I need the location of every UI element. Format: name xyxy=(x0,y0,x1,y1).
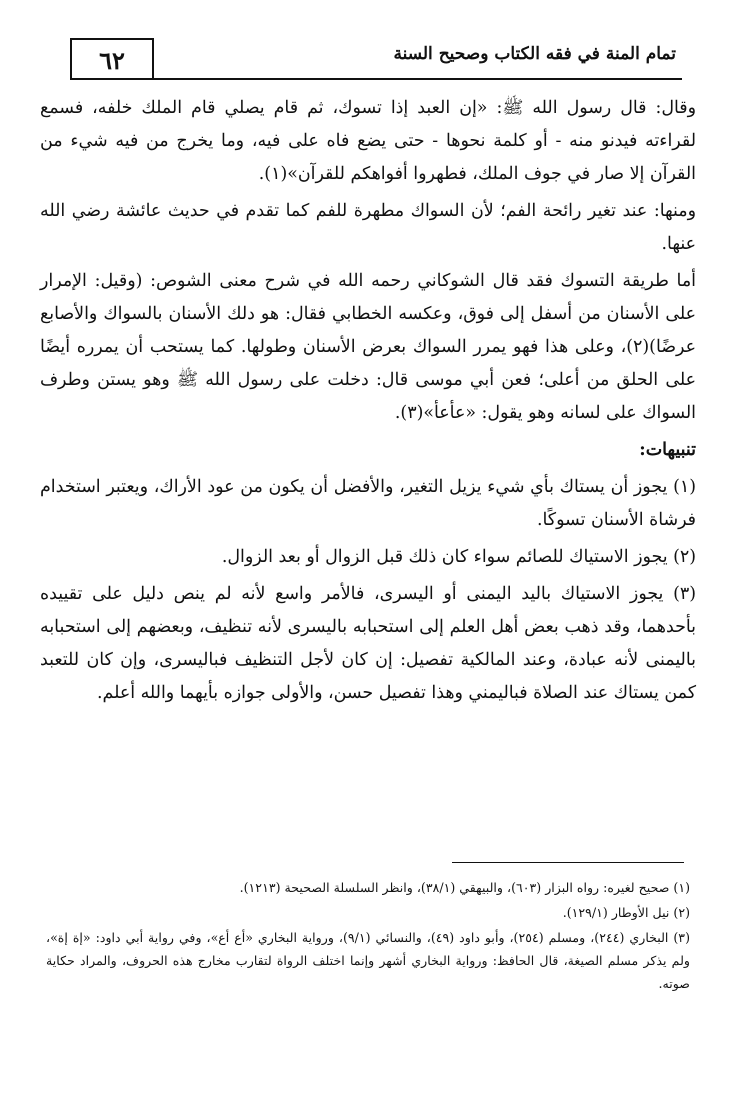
footnotes xyxy=(46,876,690,997)
paragraph-mouth-odor: ومنها: عند تغير رائحة الفم؛ لأن السواك مطهرة للفم كما تقدم في حديث عائشة رضي الله عنها. xyxy=(40,201,696,254)
paragraph-hadith-siwak-prayer: وقال: قال رسول الله ﷺ: «إن العبد إذا تسوك، ثم قام يصلي قام الملك خلفه، فسمع لقراءته فيدنو منه - أو كلمة نحوها - حتى يضع فاه على فيه، وما يخرج من فيه شيء من القرآن إلا صار في جوف الملك، فطهروا أفواهكم للقرآن»(١). xyxy=(40,98,696,184)
paragraph-method-of-siwak: أما طريقة التسوك فقد قال الشوكاني رحمه الله في شرح معنى الشوص: (وقيل: الإمرار على الأسنان من أسفل إلى فوق، وعكسه الخطابي فقال: هو دلك الأسنان بالسواك والأصابع عرضًا)(٢)، وعلى هذا فهو يمرر السواك بعرض الأسنان وطولها. كما يستحب أن يمرره أيضًا على الحلق من أعلى؛ فعن أبي موسى قال: دخلت على رسول الله ﷺ وهو يستن وطرف السواك على لسانه وهو يقول: «عأعأ»(٣). xyxy=(40,271,696,423)
note-item-3: (٣) يجوز الاستياك باليد اليمنى أو اليسرى، فالأمر واسع لأنه لم ينص دليل على تقييده بأحدهما، وقد ذهب بعض أهل العلم إلى استحبابه باليسرى لأنه تنظيف، وبعضهم إلى استحبابه باليمنى لأنه عبادة، وعند المالكية تفصيل: إن كان لأجل التنظيف فباليسرى، وإن كان للتعبد كمن يستاك عند الصلاة فباليمني وهذا تفصيل حسن، والأولى جوازه بأيهما والله أعلم. xyxy=(40,584,696,703)
main-text xyxy=(40,92,696,714)
footnote-separator xyxy=(452,862,684,863)
footnote-1: (١) صحيح لغيره: رواه البزار (٦٠٣)، والبيهقي (٣٨/١)، وانظر السلسلة الصحيحة (١٢١٣). xyxy=(239,880,690,895)
note-item-2: (٢) يجوز الاستياك للصائم سواء كان ذلك قبل الزوال أو بعد الزوال. xyxy=(221,547,696,567)
footnote-2: (٢) نيل الأوطار (١٢٩/١). xyxy=(562,905,690,920)
section-heading-notes: تنبيهات: xyxy=(639,440,696,460)
note-item-1: (١) يجوز أن يستاك بأي شيء يزيل التغير، والأفضل أن يكون من عود الأراك، ويعتبر استخدام فرشاة الأسنان تسوكًا. xyxy=(40,477,696,530)
running-title: تمام المنة في فقه الكتاب وصحيح السنة xyxy=(393,44,676,64)
page-header xyxy=(70,28,682,80)
page-number: ٦٢ xyxy=(70,38,154,80)
footnote-3: (٣) البخاري (٢٤٤)، ومسلم (٢٥٤)، وأبو داود (٤٩)، والنسائي (٩/١)، ورواية البخاري «أع أع»، وفي رواية أبي داود: «إة إة»، ولم يذكر مسلم الصيغة، قال الحافظ: ورواية البخاري أشهر وإنما اختلف الرواة لتقارب مخارج هذه الحروف، والمراد حكاية صوته. xyxy=(46,930,690,991)
